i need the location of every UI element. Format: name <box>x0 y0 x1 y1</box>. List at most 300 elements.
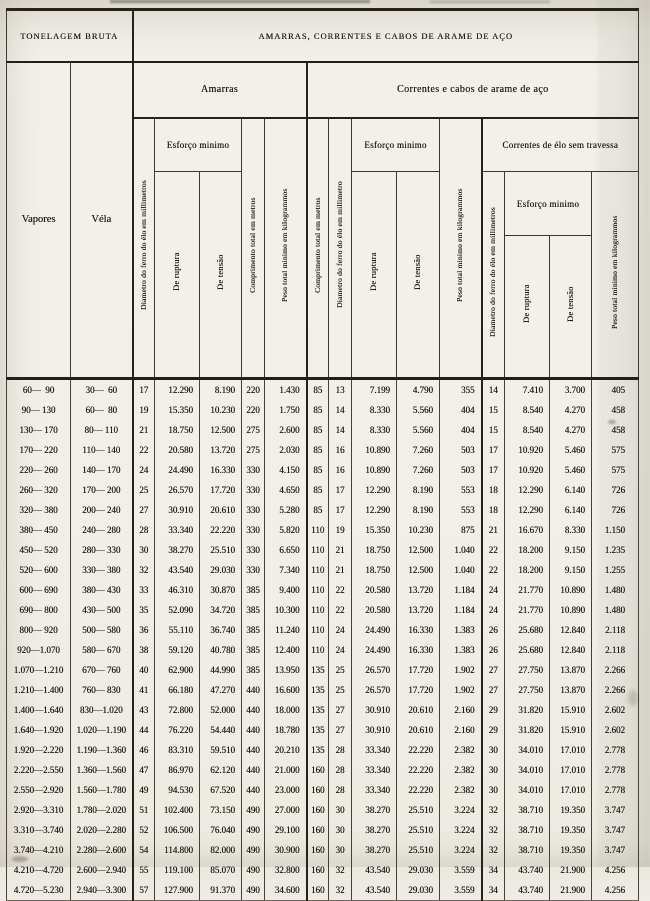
cell: 21 <box>133 420 155 440</box>
cell: 59.120 <box>155 640 200 660</box>
cell: 2.600—2.940 <box>71 860 133 880</box>
cell: 80— 110 <box>71 420 133 440</box>
cell: 13 <box>329 379 352 401</box>
column-header-tensao-correntes <box>397 172 440 379</box>
cell: 14 <box>482 379 505 401</box>
cell: 30— 60 <box>71 379 133 401</box>
cell: 2.266 <box>592 680 639 700</box>
cell: 28 <box>329 760 352 780</box>
cell: 72.800 <box>155 700 200 720</box>
cell: 30.870 <box>200 580 242 600</box>
cell: 458 <box>592 400 639 420</box>
cell: 3.224 <box>440 840 482 860</box>
cell: 380— 450 <box>7 520 71 540</box>
cell: 3.747 <box>592 820 639 840</box>
cell: 920—1.070 <box>7 640 71 660</box>
rotated-label: De tensão <box>214 254 225 290</box>
cell: 20.610 <box>200 500 242 520</box>
cell: 85 <box>307 480 329 500</box>
table-row <box>7 540 639 560</box>
cell: 60— 80 <box>71 400 133 420</box>
cell: 25.510 <box>397 840 440 860</box>
cell: 430— 500 <box>71 600 133 620</box>
cell: 2.550—2.920 <box>7 780 71 800</box>
cell: 10.890 <box>550 580 592 600</box>
rotated-label: Diametro do ferro do élo em millimetro <box>335 181 345 309</box>
cell: 160 <box>307 780 329 800</box>
cell: 36 <box>133 620 155 640</box>
cell: 102.400 <box>155 800 200 820</box>
cell: 15.910 <box>550 720 592 740</box>
cell: 1.902 <box>440 680 482 700</box>
cell: 23.000 <box>265 780 307 800</box>
cell: 220— 260 <box>7 460 71 480</box>
column-header-vela: Véla <box>71 62 133 379</box>
table-row <box>7 860 639 880</box>
cell: 24.490 <box>155 460 200 480</box>
cell: 1.360—1.560 <box>71 760 133 780</box>
column-header-tensao-amarras <box>200 172 242 379</box>
cell: 30 <box>329 800 352 820</box>
cell: 330 <box>242 500 265 520</box>
table-row <box>7 740 639 760</box>
cell: 5.460 <box>550 460 592 480</box>
cell: 1.020—1.190 <box>71 720 133 740</box>
cell: 18 <box>482 500 505 520</box>
cell: 4.270 <box>550 400 592 420</box>
cell: 15.350 <box>155 400 200 420</box>
cell: 4.790 <box>397 379 440 401</box>
cell: 553 <box>440 500 482 520</box>
cell: 85 <box>307 400 329 420</box>
cell: 2.118 <box>592 620 639 640</box>
cell: 160 <box>307 860 329 880</box>
table-row <box>7 480 639 500</box>
cell: 28 <box>329 780 352 800</box>
rotated-label: De ruptura <box>368 252 379 292</box>
cell: 34.010 <box>505 780 550 800</box>
cell: 2.602 <box>592 700 639 720</box>
cell: 38.710 <box>505 800 550 820</box>
cell: 11.240 <box>265 620 307 640</box>
cell: 26.570 <box>352 660 397 680</box>
cell: 575 <box>592 440 639 460</box>
cell: 330 <box>242 560 265 580</box>
cell: 33 <box>133 580 155 600</box>
group-header-correntes-cabos: Correntes e cabos de arame de aço <box>307 62 639 118</box>
cell: 34.720 <box>200 600 242 620</box>
cell: 110 <box>307 620 329 640</box>
cell: 10.300 <box>265 600 307 620</box>
cell: 17 <box>329 500 352 520</box>
cell: 16.330 <box>200 460 242 480</box>
cell: 24 <box>329 620 352 640</box>
column-header-peso-amarras <box>265 118 307 379</box>
cell: 440 <box>242 760 265 780</box>
group-header-correntes-elo-sem-travessa: Correntes de élo sem travessa <box>482 118 639 172</box>
cell: 21.770 <box>505 600 550 620</box>
rotated-label: Peso total minimo em kilogrammos <box>280 188 290 302</box>
cell: 800— 920 <box>7 620 71 640</box>
cell: 26 <box>482 620 505 640</box>
column-header-comprimento-correntes <box>307 118 329 379</box>
cell: 19.350 <box>550 840 592 860</box>
cell: 160 <box>307 820 329 840</box>
tonnage-rigging-table <box>6 8 639 901</box>
group-header-amarras: Amarras <box>133 62 307 118</box>
cell: 18.200 <box>505 540 550 560</box>
cell: 2.160 <box>440 700 482 720</box>
cell: 7.199 <box>352 379 397 401</box>
rotated-label: Comprimento total em metros <box>312 197 322 294</box>
cell: 55.110 <box>155 620 200 640</box>
cell: 67.520 <box>200 780 242 800</box>
table-body <box>7 379 639 901</box>
cell: 22 <box>482 560 505 580</box>
cell: 29.030 <box>397 860 440 880</box>
cell: 12.840 <box>550 620 592 640</box>
cell: 17.720 <box>200 480 242 500</box>
cell: 27 <box>482 680 505 700</box>
cell: 3.224 <box>440 820 482 840</box>
cell: 29 <box>482 720 505 740</box>
cell: 13.870 <box>550 660 592 680</box>
cell: 110 <box>307 520 329 540</box>
cell: 25 <box>329 660 352 680</box>
table-row <box>7 400 639 420</box>
cell: 385 <box>242 600 265 620</box>
cell: 490 <box>242 800 265 820</box>
cell: 5.460 <box>550 440 592 460</box>
cell: 76.220 <box>155 720 200 740</box>
cell: 17 <box>482 440 505 460</box>
cell: 3.559 <box>440 860 482 880</box>
cell: 170— 200 <box>71 480 133 500</box>
cell: 21 <box>329 560 352 580</box>
cell: 110 <box>307 640 329 660</box>
cell: 875 <box>440 520 482 540</box>
cell: 10.890 <box>550 600 592 620</box>
cell: 17.010 <box>550 780 592 800</box>
cell: 6.650 <box>265 540 307 560</box>
cell: 28 <box>133 520 155 540</box>
cell: 30.910 <box>155 500 200 520</box>
cell: 1.190—1.360 <box>71 740 133 760</box>
group-header-esforco-minimo-amarras: Esforço minimo <box>155 118 242 172</box>
rotated-label: Comprimento total em metros <box>248 197 258 294</box>
cell: 15 <box>482 400 505 420</box>
cell: 1.780—2.020 <box>71 800 133 820</box>
cell: 18.780 <box>265 720 307 740</box>
cell: 17 <box>329 480 352 500</box>
cell: 280— 330 <box>71 540 133 560</box>
cell: 55 <box>133 860 155 880</box>
cell: 94.530 <box>155 780 200 800</box>
cell: 8.190 <box>397 480 440 500</box>
cell: 490 <box>242 840 265 860</box>
cell: 85 <box>307 420 329 440</box>
cell: 16.600 <box>265 680 307 700</box>
cell: 3.224 <box>440 800 482 820</box>
table-row <box>7 420 639 440</box>
cell: 385 <box>242 640 265 660</box>
cell: 1.400—1.640 <box>7 700 71 720</box>
cell: 38.270 <box>352 840 397 860</box>
group-header-esforco-minimo-correntes: Esforço minimo <box>352 118 440 172</box>
cell: 5.560 <box>397 420 440 440</box>
cell: 17 <box>482 460 505 480</box>
cell: 500— 580 <box>71 620 133 640</box>
table-row <box>7 680 639 700</box>
column-header-diametro-elo-travessa <box>482 172 505 379</box>
table-row <box>7 460 639 480</box>
cell: 8.540 <box>505 400 550 420</box>
cell: 4.270 <box>550 420 592 440</box>
cell: 51 <box>133 800 155 820</box>
cell: 38.270 <box>155 540 200 560</box>
cell: 110— 140 <box>71 440 133 460</box>
cell: 21 <box>329 540 352 560</box>
cell: 18.750 <box>352 540 397 560</box>
cell: 12.400 <box>265 640 307 660</box>
table-row <box>7 840 639 860</box>
cell: 29.030 <box>200 560 242 580</box>
rotated-label: De ruptura <box>171 252 182 292</box>
column-header-vapores: Vapores <box>7 62 71 379</box>
cell: 16 <box>329 460 352 480</box>
cell: 3.747 <box>592 840 639 860</box>
cell: 1.480 <box>592 600 639 620</box>
cell: 44 <box>133 720 155 740</box>
cell: 2.778 <box>592 780 639 800</box>
table-row <box>7 640 639 660</box>
cell: 13.870 <box>550 680 592 700</box>
cell: 330 <box>242 520 265 540</box>
cell: 36.740 <box>200 620 242 640</box>
cell: 34.600 <box>265 880 307 901</box>
rotated-label: Diametro do ferro do élo em millimetros <box>488 207 498 337</box>
cell: 29 <box>482 700 505 720</box>
cell: 30 <box>133 540 155 560</box>
cell: 385 <box>242 620 265 640</box>
cell: 170— 220 <box>7 440 71 460</box>
cell: 66.180 <box>155 680 200 700</box>
cell: 21.900 <box>550 860 592 880</box>
rotated-label: Peso total minimo em kilogrammos <box>610 215 620 329</box>
cell: 440 <box>242 720 265 740</box>
cell: 2.940—3.300 <box>71 880 133 901</box>
cell: 458 <box>592 420 639 440</box>
cell: 19.350 <box>550 820 592 840</box>
column-header-diametro-elo-amarras <box>133 118 155 379</box>
cell: 62.900 <box>155 660 200 680</box>
cell: 3.700 <box>550 379 592 401</box>
cell: 10.230 <box>397 520 440 540</box>
cell: 2.602 <box>592 720 639 740</box>
cell: 15.910 <box>550 700 592 720</box>
cell: 3.310—3.740 <box>7 820 71 840</box>
cell: 26 <box>482 640 505 660</box>
rotated-label: Peso total minimo em kilogrammos <box>455 188 465 302</box>
cell: 12.500 <box>397 540 440 560</box>
column-header-peso-correntes <box>440 118 482 379</box>
table-row <box>7 820 639 840</box>
cell: 30 <box>329 840 352 860</box>
cell: 90— 130 <box>7 400 71 420</box>
cell: 1.184 <box>440 580 482 600</box>
cell: 12.840 <box>550 640 592 660</box>
cell: 8.330 <box>352 420 397 440</box>
cell: 52.000 <box>200 700 242 720</box>
cell: 24.490 <box>352 640 397 660</box>
cell: 3.559 <box>440 880 482 901</box>
cell: 9.150 <box>550 560 592 580</box>
cell: 25 <box>133 480 155 500</box>
cell: 8.540 <box>505 420 550 440</box>
cell: 43.740 <box>505 860 550 880</box>
cell: 18.750 <box>352 560 397 580</box>
cell: 503 <box>440 460 482 480</box>
cell: 2.220—2.550 <box>7 760 71 780</box>
cell: 62.120 <box>200 760 242 780</box>
cell: 135 <box>307 720 329 740</box>
cell: 24 <box>482 600 505 620</box>
cell: 10.230 <box>200 400 242 420</box>
cell: 30.910 <box>352 720 397 740</box>
cell: 86.970 <box>155 760 200 780</box>
cell: 85 <box>307 440 329 460</box>
cell: 27 <box>482 660 505 680</box>
cell: 8.190 <box>200 379 242 401</box>
cell: 1.750 <box>265 400 307 420</box>
cell: 380— 430 <box>71 580 133 600</box>
column-header-comprimento-amarras <box>242 118 265 379</box>
cell: 20.210 <box>265 740 307 760</box>
cell: 25.510 <box>397 820 440 840</box>
cell: 34.010 <box>505 760 550 780</box>
cell: 18.750 <box>155 420 200 440</box>
cell: 27.000 <box>265 800 307 820</box>
cell: 1.480 <box>592 580 639 600</box>
cell: 12.500 <box>200 420 242 440</box>
cell: 3.747 <box>592 800 639 820</box>
cell: 6.140 <box>550 480 592 500</box>
cell: 830—1.020 <box>71 700 133 720</box>
cell: 8.330 <box>550 520 592 540</box>
cell: 22.220 <box>397 740 440 760</box>
cell: 1.150 <box>592 520 639 540</box>
cell: 41 <box>133 680 155 700</box>
cell: 114.800 <box>155 840 200 860</box>
cell: 13.720 <box>200 440 242 460</box>
table-row <box>7 620 639 640</box>
table-row <box>7 780 639 800</box>
cell: 1.902 <box>440 660 482 680</box>
cell: 26.570 <box>352 680 397 700</box>
cell: 14 <box>329 400 352 420</box>
cell: 404 <box>440 420 482 440</box>
cell: 2.920—3.310 <box>7 800 71 820</box>
cell: 43.540 <box>352 860 397 880</box>
cell: 18.000 <box>265 700 307 720</box>
cell: 440 <box>242 780 265 800</box>
cell: 1.430 <box>265 379 307 401</box>
column-header-peso-travessa <box>592 172 639 379</box>
cell: 127.900 <box>155 880 200 901</box>
cell: 10.890 <box>352 460 397 480</box>
column-header-tensao-travessa <box>550 236 592 379</box>
cell: 43.540 <box>155 560 200 580</box>
cell: 24 <box>482 580 505 600</box>
cell: 7.340 <box>265 560 307 580</box>
cell: 38.270 <box>352 820 397 840</box>
cell: 27 <box>329 720 352 740</box>
cell: 405 <box>592 379 639 401</box>
cell: 160 <box>307 800 329 820</box>
cell: 110 <box>307 580 329 600</box>
cell: 76.040 <box>200 820 242 840</box>
cell: 17.010 <box>550 760 592 780</box>
cell: 10.920 <box>505 460 550 480</box>
cell: 5.820 <box>265 520 307 540</box>
cell: 1.040 <box>440 540 482 560</box>
table-row <box>7 760 639 780</box>
cell: 2.118 <box>592 640 639 660</box>
cell: 12.290 <box>505 500 550 520</box>
cell: 135 <box>307 700 329 720</box>
cell: 54.440 <box>200 720 242 740</box>
cell: 22 <box>329 580 352 600</box>
cell: 38.710 <box>505 840 550 860</box>
table-header <box>7 10 639 379</box>
cell: 2.382 <box>440 780 482 800</box>
cell: 1.640—1.920 <box>7 720 71 740</box>
cell: 47 <box>133 760 155 780</box>
cell: 22.220 <box>200 520 242 540</box>
column-header-ruptura-amarras <box>155 172 200 379</box>
cell: 22.220 <box>397 780 440 800</box>
cell: 10.920 <box>505 440 550 460</box>
cell: 4.210—4.720 <box>7 860 71 880</box>
cell: 110 <box>307 560 329 580</box>
cell: 12.500 <box>397 560 440 580</box>
cell: 31.820 <box>505 700 550 720</box>
cell: 7.410 <box>505 379 550 401</box>
cell: 110 <box>307 540 329 560</box>
cell: 13.720 <box>397 600 440 620</box>
cell: 16.670 <box>505 520 550 540</box>
scan-smudge-top <box>110 0 370 3</box>
cell: 440 <box>242 680 265 700</box>
cell: 22.220 <box>397 760 440 780</box>
rotated-label: De ruptura <box>521 284 532 324</box>
cell: 1.920—2.220 <box>7 740 71 760</box>
cell: 17.720 <box>397 680 440 700</box>
cell: 49 <box>133 780 155 800</box>
table-row <box>7 560 639 580</box>
cell: 28 <box>329 740 352 760</box>
cell: 44.990 <box>200 660 242 680</box>
cell: 85 <box>307 379 329 401</box>
cell: 33.340 <box>352 740 397 760</box>
cell: 2.382 <box>440 740 482 760</box>
cell: 33.340 <box>352 780 397 800</box>
cell: 200— 240 <box>71 500 133 520</box>
cell: 15 <box>482 420 505 440</box>
cell: 20.580 <box>155 440 200 460</box>
cell: 220 <box>242 400 265 420</box>
cell: 17.720 <box>397 660 440 680</box>
